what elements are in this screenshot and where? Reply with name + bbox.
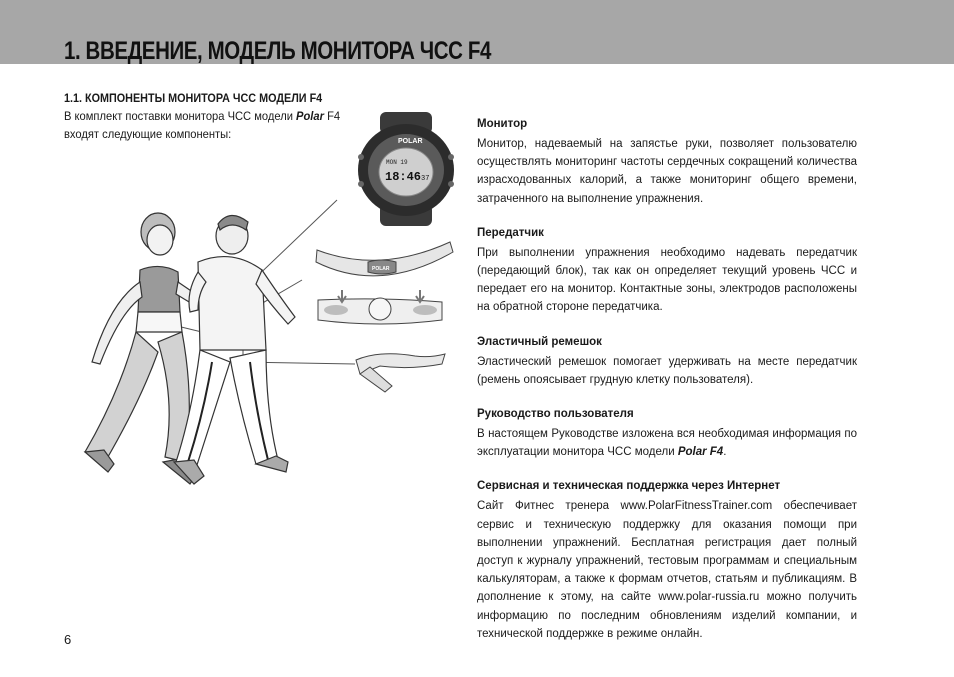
intro-brand: Polar	[296, 109, 324, 123]
page-number: 6	[64, 632, 72, 647]
manual-body-end: .	[723, 446, 727, 459]
watch-time: 18:46	[385, 170, 422, 184]
manual-brand: Polar F4	[677, 446, 724, 459]
transmitter-logo: POLAR	[372, 266, 390, 272]
transmitter-body: При выполнении упражнения необходимо надевать передатчик (передающий блок), так как он определяет текущий уровень ЧСС и передает его на монитор. Контактные зоны, электродов расположены на обратной стороне передатчика.	[477, 246, 857, 314]
strap-heading: Эластичный ремешок	[477, 335, 602, 348]
monitor-heading: Монитор	[477, 118, 528, 130]
wrist-monitor-icon	[358, 112, 454, 226]
transmitter-front-icon	[316, 242, 453, 276]
page-title: 1. ВВЕДЕНИЕ, МОДЕЛЬ МОНИТОРА ЧСС F4	[64, 37, 491, 65]
intro-text-end: F4 входят следующие компоненты:	[64, 109, 341, 141]
strap-section	[477, 334, 857, 389]
monitor-section	[477, 116, 857, 208]
intro-text-start: В комплект поставки монитора ЧСС модели	[64, 109, 297, 123]
transmitter-heading: Передатчик	[477, 226, 544, 239]
service-heading: Сервисная и техническая поддержка через Интернет	[477, 480, 781, 493]
elastic-strap-icon	[356, 354, 445, 392]
transmitter-section	[477, 225, 857, 317]
transmitter-back-icon	[318, 290, 442, 324]
service-section	[477, 478, 857, 643]
monitor-body: Монитор, надеваемый на запястье руки, позволяет пользователю осуществлять мониторинг частоты сердечных сокращений количества израсходованных калорий, а также мониторинг общего времени, затраченного на выполнение упражнения.	[477, 138, 857, 205]
watch-date: MON 19	[386, 159, 408, 166]
walking-man-figure	[174, 215, 295, 484]
watch-brand-label: POLAR	[398, 138, 423, 145]
components-illustration	[80, 112, 480, 502]
strap-body: Эластический ремешок помогает удерживать на месте передатчик (ремень опоясывает грудную клетку пользователя).	[477, 355, 857, 386]
manual-body-text: В настоящем Руководстве изложена вся необходимая информация по эксплуатации монитора ЧСС модели	[477, 428, 857, 459]
manual-section	[477, 406, 857, 461]
service-body: Сайт Фитнес тренера www.PolarFitnessTrainer.com обеспечивает сервис и техническую поддержку для оказания помощи при выполнении упражнений. Бесплатная регистрация дает полный доступ к журналу упражнений, тестовым программам и специальным калькуляторам, а также к формам отчетов, статьям и публикациям. В дополнение к этому, на сайте www.polar-russia.ru можно получить информацию по последним обновлениям изделий компании, и технической поддержке в режиме онлайн.	[477, 500, 857, 640]
right-column	[477, 116, 857, 660]
watch-seconds: 37	[421, 175, 430, 183]
section-subtitle: 1.1. КОМПОНЕНТЫ МОНИТОРА ЧСС МОДЕЛИ F4	[64, 91, 323, 105]
manual-body	[477, 425, 857, 461]
manual-heading: Руководство пользователя	[477, 408, 634, 421]
